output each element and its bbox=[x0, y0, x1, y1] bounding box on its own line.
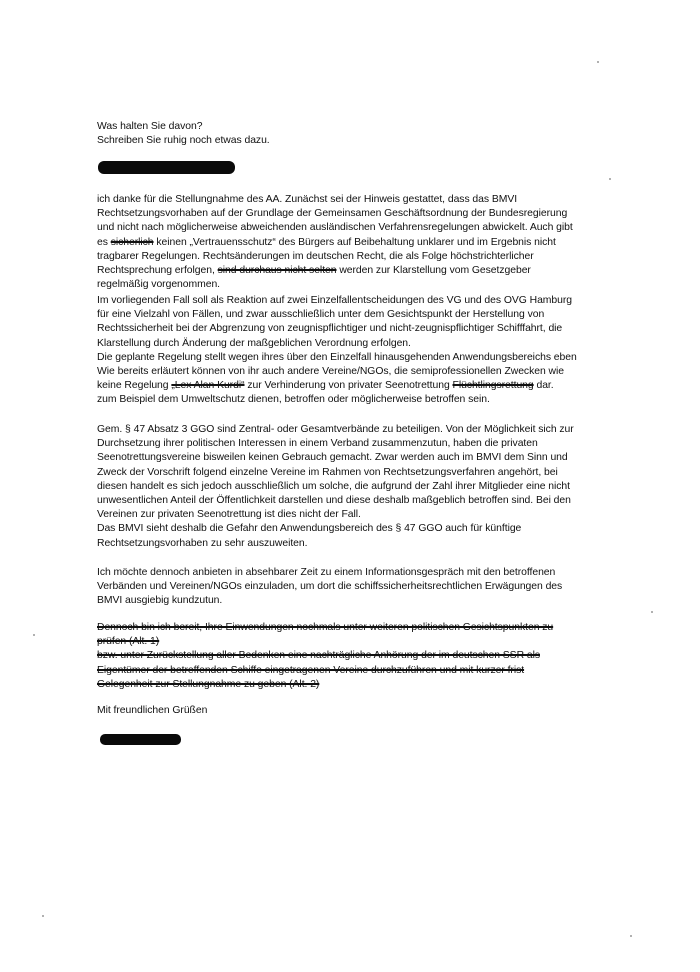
paragraph-3: Gem. § 47 Absatz 3 GGO sind Zentral- oder Gesamtverbände zu beteiligen. Von der Möglichkeit sich zur Durchsetzung ihrer politischen Interessen in einem Verband zusammenzutun, haben die privaten Seenotrettungsvereine bisweilen keinen Gebrauch gemacht. Zwar werden auch im BMVI dem Sinn und Zweck der Vorschrift folgend einzelne Vereine im Rahmen von Rechtsetzungsverfahren angehört, bei diesen handelt es sich jedoch ausschließlich um solche, die aufgrund der Zahl ihrer Mitglieder eine nicht unwesentlichen Anteil der Öffentlichkeit darstellen und diese deshalb maßgeblich betroffen sind. Bei den Vereinen zur privaten Seenotrettung ist dies nicht der Fall. Das BMVI sieht deshalb die Gefahr den Anwendungsbereich des § 47 GGO auch für künftige Rechtsetzungsvorhaben zu sehr auszuweiten. bbox=[97, 424, 574, 549]
scan-speck bbox=[33, 634, 35, 636]
scan-speck bbox=[609, 178, 611, 180]
struck-term: Flüchtlingsrettung bbox=[452, 380, 534, 392]
paragraph-1: ich danke für die Stellungnahme des AA. Zunächst sei der Hinweis gestattet, dass das BMVI Rechtsetzungsvorhaben auf der Grundlage der Gemeinsamen Geschäftsordnung der Bundesregierung und nicht nach möglicherweise abweichenden ausländischen Verfahrensregelungen abwickelt. Auch gibt es sicherlich keinen „Vertrauensschutz“ des Bürgers auf Beibehaltung unklarer und im Ergebnis nicht tragbarer Regelungen. Rechtsänderungen im deutschen Recht, die als Folge höchstrichterlicher Rechtsprechung erfolgen, sind durchaus nicht selten werden zur Klarstellung vom Gesetzgeber regelmäßig vorgenommen. bbox=[97, 194, 573, 291]
scan-speck bbox=[651, 611, 653, 613]
redacted-signature bbox=[100, 734, 181, 745]
paragraph-2: Im vorliegenden Fall soll als Reaktion auf zwei Einzelfallentscheidungen des VG und des OVG Hamburg für eine Vielzahl von Fällen, und zwar ausschließlich unter dem Gesichtspunkt der Herstellung von Rechtssicherheit bei der Abgrenzung von zeugnispflichtiger und nicht-zeugnispflichtiger Schifffahrt, die Klarstellung durch Änderung der maßgeblichen Verordnung erfolgen. Die geplante Regelung stellt wegen ihres über den Einzelfall hinausgehenden Anwendungsbereichs eben Wie bereits erläutert können von ihr auch andere Vereine/NGOs, die semiprofessionellen Zwecken wie keine Regelung „Lex Alan Kurdi“ zur Verhinderung von privater Seenotrettung Flüchtlingsrettung dar. zum Beispiel dem Umweltschutz dienen, betroffen oder möglicherweise betroffen sein. bbox=[97, 295, 577, 406]
redacted-salutation bbox=[98, 161, 235, 174]
intro-question: Was halten Sie davon? bbox=[97, 121, 203, 132]
intro-block bbox=[97, 120, 582, 148]
scan-speck bbox=[597, 61, 599, 63]
closing: Mit freundlichen Grüßen bbox=[97, 705, 208, 716]
struck-word: sicherlich bbox=[110, 236, 154, 248]
struck-alternatives: Dennoch bin ich bereit, Ihre Einwendungen nochmals unter weiteren politischen Gesichtspunkten zu prüfen (Alt. 1) bzw. unter Zurückstellung aller Bedenken eine nachträgliche Anhörung der im deutschen SSR als Eigentümer der betreffenden Schiffe eingetragenen Vereine durchzuführen und mit kurzer frist Gelegenheit zur Stellungnahme zu geben (Alt. 2) bbox=[97, 622, 554, 690]
paragraph-4: Ich möchte dennoch anbieten in absehbarer Zeit zu einem Informationsgespräch mit den betroffenen Verbänden und Vereinen/NGOs einzuladen, um dort die schiffssicherheitsrechtlichen Erwägungen des BMVI ausgiebig kundzutun. bbox=[97, 567, 563, 607]
struck-phrase: sind durchaus nicht selten bbox=[217, 265, 337, 277]
struck-term: „Lex Alan Kurdi“ bbox=[171, 380, 245, 392]
scan-speck bbox=[42, 915, 44, 917]
scan-speck bbox=[630, 935, 632, 937]
intro-prompt: Schreiben Sie ruhig noch etwas dazu. bbox=[97, 135, 270, 147]
